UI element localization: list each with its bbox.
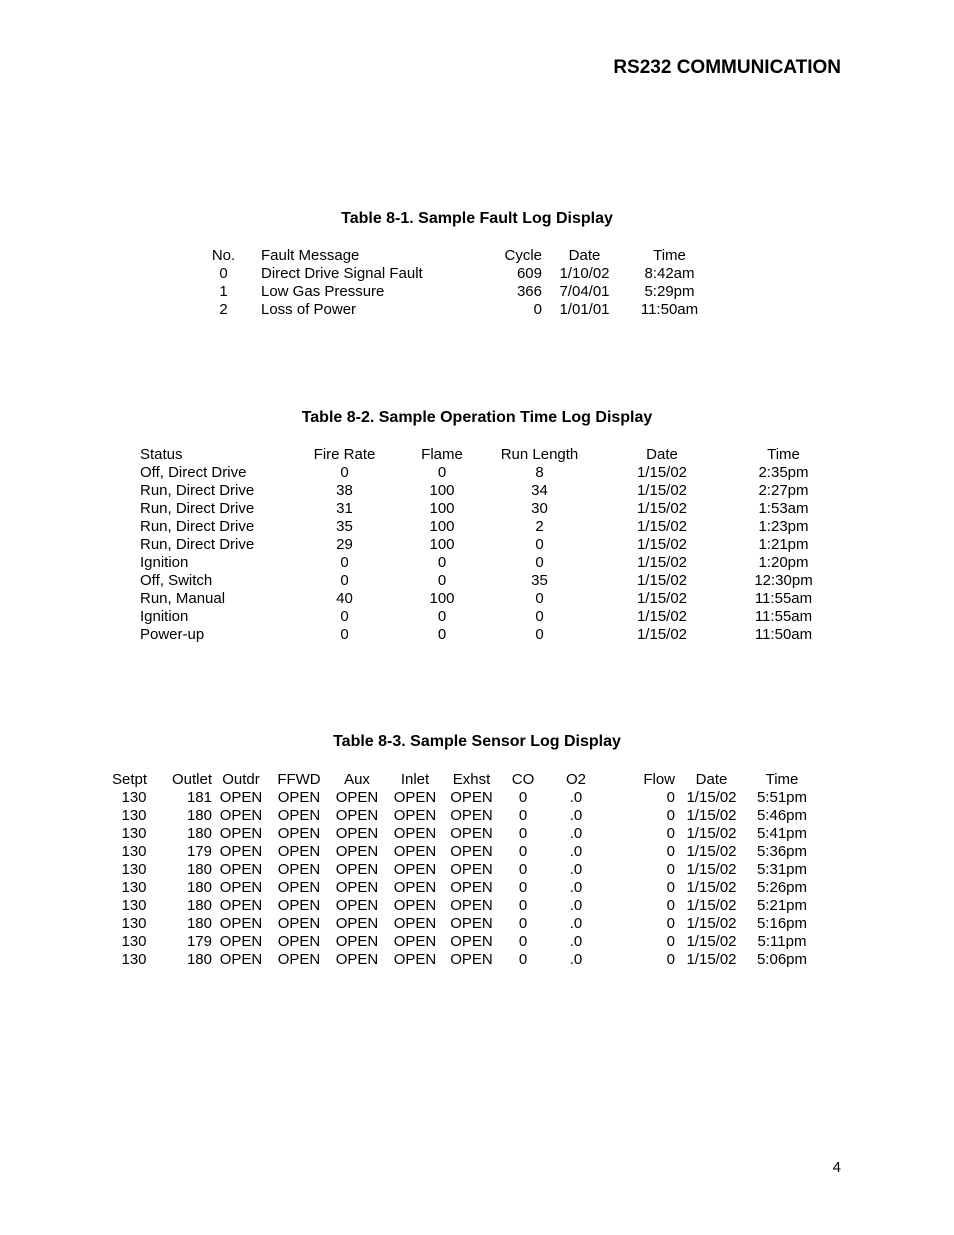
table-cell: 1:21pm xyxy=(758,536,809,553)
table-cell: OPEN xyxy=(393,861,437,878)
table-cell: OPEN xyxy=(335,897,379,914)
table-cell: OPEN xyxy=(393,897,437,914)
table-cell: 5:26pm xyxy=(756,879,808,896)
table-cell: 179 xyxy=(186,843,212,860)
column-header-outdr: Outdr xyxy=(222,771,260,788)
table-cell: OPEN xyxy=(335,789,379,806)
table-cell: 100 xyxy=(429,590,455,607)
table-cell: 0 xyxy=(518,861,528,878)
table-cell: Off, Direct Drive xyxy=(140,464,247,481)
column-header-aux: Aux xyxy=(344,771,370,788)
table-cell: 35 xyxy=(336,518,353,535)
table-cell: 1/15/02 xyxy=(686,789,737,806)
table-cell: 0 xyxy=(340,608,349,625)
table-cell: OPEN xyxy=(335,879,379,896)
table-cell: OPEN xyxy=(277,861,321,878)
table-row xyxy=(205,301,712,319)
table-cell: OPEN xyxy=(393,807,437,824)
table-row xyxy=(112,951,816,969)
table-cell: 0 xyxy=(340,554,349,571)
table-cell: 0 xyxy=(340,572,349,589)
table-cell: Power-up xyxy=(140,626,205,643)
table-row xyxy=(205,265,712,283)
page-number: 4 xyxy=(832,1159,841,1176)
sensor-log-table xyxy=(112,771,816,969)
table-header-row xyxy=(112,771,816,789)
table-cell: 181 xyxy=(186,789,212,806)
column-header-outlet: Outlet xyxy=(171,771,212,788)
table-cell: 0 xyxy=(666,915,675,932)
column-header-time: Time xyxy=(767,446,800,463)
table-cell: 5:06pm xyxy=(756,951,808,968)
table-row xyxy=(140,500,835,518)
table-cell: OPEN xyxy=(219,915,263,932)
table-cell: OPEN xyxy=(335,843,379,860)
table-cell: OPEN xyxy=(219,879,263,896)
table-cell: 1/15/02 xyxy=(636,554,688,571)
table-cell: 31 xyxy=(336,500,353,517)
table-cell: 7/04/01 xyxy=(559,283,610,300)
table-row xyxy=(112,825,816,843)
table-cell: 366 xyxy=(516,283,542,300)
table-cell: 5:11pm xyxy=(757,933,807,950)
column-header-o2: O2 xyxy=(565,771,586,788)
table-cell: 180 xyxy=(186,879,212,896)
table-cell: 1/15/02 xyxy=(686,951,737,968)
table-cell: 12:30pm xyxy=(754,572,813,589)
table-cell: OPEN xyxy=(450,897,493,914)
column-header-cycle: Cycle xyxy=(504,247,542,264)
table-cell: 0 xyxy=(666,879,675,896)
table-cell: OPEN xyxy=(393,789,437,806)
table-cell: 1/15/02 xyxy=(636,464,688,481)
table-cell: .0 xyxy=(569,789,583,806)
column-header-flame: Flame xyxy=(421,446,463,463)
table-cell: Run, Direct Drive xyxy=(140,536,255,553)
table-cell: 0 xyxy=(518,951,528,968)
table-cell: Ignition xyxy=(140,554,189,571)
table-cell: OPEN xyxy=(450,861,493,878)
table-cell: 1/15/02 xyxy=(686,879,737,896)
table-cell: 8:42am xyxy=(644,265,695,282)
table-cell: 0 xyxy=(535,608,544,625)
table-cell: 0 xyxy=(219,265,228,282)
table-cell: 1/15/02 xyxy=(686,915,737,932)
table-cell: 0 xyxy=(666,897,675,914)
table-cell: 130 xyxy=(121,807,147,824)
table-cell: Low Gas Pressure xyxy=(261,283,385,300)
table-cell: 0 xyxy=(533,301,542,318)
table-row xyxy=(112,879,816,897)
table-cell: 1/10/02 xyxy=(559,265,610,282)
table-header-row xyxy=(205,247,712,265)
table-cell: OPEN xyxy=(393,915,437,932)
table-header-row xyxy=(140,446,835,464)
table-cell: 1/15/02 xyxy=(686,861,737,878)
table-cell: 0 xyxy=(535,626,544,643)
table-cell: 1:20pm xyxy=(758,554,809,571)
table-cell: OPEN xyxy=(393,933,437,950)
table-cell: 1/15/02 xyxy=(686,897,737,914)
table-cell: OPEN xyxy=(335,861,379,878)
table-cell: Off, Switch xyxy=(140,572,213,589)
table-cell: 35 xyxy=(531,572,548,589)
table-cell: .0 xyxy=(569,861,583,878)
table-cell: Run, Direct Drive xyxy=(140,500,255,517)
column-header-date: Date xyxy=(568,247,601,264)
table-cell: OPEN xyxy=(393,825,437,842)
table-cell: 130 xyxy=(121,951,147,968)
column-header-status: Status xyxy=(140,446,183,463)
table-cell: 1/15/02 xyxy=(636,482,688,499)
table-cell: 0 xyxy=(518,825,528,842)
table-cell: .0 xyxy=(569,825,583,842)
table-cell: 1:23pm xyxy=(758,518,809,535)
table-cell: 1/01/01 xyxy=(559,301,610,318)
table-cell: 180 xyxy=(186,807,212,824)
table-cell: 0 xyxy=(666,825,675,842)
table3-caption: Table 8-3. Sample Sensor Log Display xyxy=(333,733,621,750)
table-cell: 1:53am xyxy=(758,500,809,517)
table-cell: 2:35pm xyxy=(758,464,809,481)
table-cell: 0 xyxy=(437,572,447,589)
table-cell: OPEN xyxy=(277,825,321,842)
table-row xyxy=(140,464,835,482)
table-cell: 130 xyxy=(121,915,147,932)
table-cell: 2:27pm xyxy=(758,482,809,499)
table-cell: 130 xyxy=(121,897,147,914)
table-cell: 1/15/02 xyxy=(636,572,688,589)
table-cell: 2 xyxy=(219,301,228,318)
table-cell: OPEN xyxy=(219,825,263,842)
column-header-ffwd: FFWD xyxy=(277,771,321,788)
table-row xyxy=(112,897,816,915)
table-cell: OPEN xyxy=(393,843,437,860)
table-cell: 1/15/02 xyxy=(636,626,688,643)
table-cell: OPEN xyxy=(450,843,493,860)
table-cell: 5:16pm xyxy=(756,915,808,932)
table-row xyxy=(140,590,835,608)
table-cell: 130 xyxy=(121,861,147,878)
table-cell: OPEN xyxy=(277,933,321,950)
table-cell: Direct Drive Signal Fault xyxy=(261,265,423,282)
table-cell: 130 xyxy=(121,789,147,806)
page-header-title: RS232 COMMUNICATION xyxy=(613,57,841,78)
table-cell: 100 xyxy=(429,500,455,517)
table-cell: 5:46pm xyxy=(756,807,808,824)
table-cell: 5:36pm xyxy=(756,843,808,860)
table-row xyxy=(140,608,835,626)
table-cell: 5:29pm xyxy=(644,283,695,300)
table-cell: 38 xyxy=(336,482,353,499)
table-row xyxy=(112,807,816,825)
table-cell: OPEN xyxy=(393,951,437,968)
column-header-time: Time xyxy=(765,771,799,788)
table-row xyxy=(112,843,816,861)
table-cell: .0 xyxy=(569,807,583,824)
column-header-time: Time xyxy=(653,247,686,264)
table-cell: 0 xyxy=(666,951,675,968)
table-cell: OPEN xyxy=(277,951,321,968)
table-cell: 5:41pm xyxy=(756,825,808,842)
table-cell: OPEN xyxy=(450,879,493,896)
column-header-date: Date xyxy=(646,446,678,463)
table-cell: 0 xyxy=(518,897,528,914)
table-cell: Run, Direct Drive xyxy=(140,518,255,535)
table-cell: 1 xyxy=(219,283,228,300)
table-cell: OPEN xyxy=(277,879,321,896)
table-cell: 30 xyxy=(531,500,548,517)
table-cell: 0 xyxy=(340,626,349,643)
table-cell: 11:50am xyxy=(754,626,813,643)
table-cell: Loss of Power xyxy=(261,301,357,318)
table-cell: 130 xyxy=(121,843,147,860)
table-cell: 1/15/02 xyxy=(636,500,688,517)
table-cell: 130 xyxy=(121,933,147,950)
column-header-date: Date xyxy=(695,771,728,788)
table-cell: OPEN xyxy=(450,825,493,842)
table-row xyxy=(112,915,816,933)
table-cell: 100 xyxy=(429,536,455,553)
table-cell: 0 xyxy=(518,789,528,806)
column-header-run-length: Run Length xyxy=(500,446,579,463)
table-cell: 1/15/02 xyxy=(636,518,688,535)
column-header-fault-message: Fault Message xyxy=(261,247,360,264)
table-row xyxy=(112,789,816,807)
table-row xyxy=(140,554,835,572)
table-cell: 5:51pm xyxy=(756,789,808,806)
table-cell: 1/15/02 xyxy=(686,825,737,842)
table-cell: 2 xyxy=(535,518,544,535)
table-row xyxy=(140,572,835,590)
table-cell: 11:55am xyxy=(754,590,813,607)
column-header-exhst: Exhst xyxy=(452,771,491,788)
table-cell: OPEN xyxy=(277,897,321,914)
table-cell: 11:50am xyxy=(640,301,699,318)
table-cell: OPEN xyxy=(335,825,379,842)
table-cell: OPEN xyxy=(393,879,437,896)
column-header-fire-rate: Fire Rate xyxy=(313,446,376,463)
table-cell: 0 xyxy=(518,807,528,824)
table-cell: 0 xyxy=(666,861,675,878)
column-header-no: No. xyxy=(211,247,236,264)
table-cell: 0 xyxy=(666,807,675,824)
table-cell: OPEN xyxy=(335,933,379,950)
table1-caption: Table 8-1. Sample Fault Log Display xyxy=(341,210,613,227)
table-cell: 1/15/02 xyxy=(686,933,737,950)
table-cell: 0 xyxy=(666,933,675,950)
table-row xyxy=(140,626,835,644)
table-cell: 1/15/02 xyxy=(636,590,688,607)
table-cell: 0 xyxy=(666,789,675,806)
table-cell: 0 xyxy=(437,464,447,481)
table-cell: OPEN xyxy=(277,789,321,806)
table-cell: OPEN xyxy=(450,807,493,824)
table-cell: OPEN xyxy=(450,933,493,950)
table-cell: 40 xyxy=(336,590,353,607)
table-cell: OPEN xyxy=(219,897,263,914)
table-cell: OPEN xyxy=(219,789,263,806)
operation-time-log-table xyxy=(140,446,835,644)
table-cell: 1/15/02 xyxy=(686,843,737,860)
table-cell: 8 xyxy=(535,464,544,481)
table-cell: OPEN xyxy=(450,951,493,968)
table-cell: 11:55am xyxy=(754,608,813,625)
fault-log-table xyxy=(205,247,712,319)
table-cell: 180 xyxy=(186,825,212,842)
table-cell: 34 xyxy=(531,482,548,499)
table-cell: 180 xyxy=(186,861,212,878)
table-cell: 130 xyxy=(121,825,147,842)
table-cell: Run, Direct Drive xyxy=(140,482,255,499)
table-cell: .0 xyxy=(569,879,583,896)
table-cell: OPEN xyxy=(335,951,379,968)
table-cell: 0 xyxy=(535,554,544,571)
table-cell: 0 xyxy=(437,626,447,643)
table-cell: 0 xyxy=(437,608,447,625)
table-cell: OPEN xyxy=(277,807,321,824)
table-row xyxy=(140,518,835,536)
table-cell: 1/15/02 xyxy=(686,807,737,824)
table-cell: 130 xyxy=(121,879,147,896)
table-cell: 100 xyxy=(429,482,455,499)
table-cell: 0 xyxy=(535,536,544,553)
table-cell: 609 xyxy=(516,265,542,282)
table-cell: 180 xyxy=(186,915,212,932)
column-header-setpt: Setpt xyxy=(112,771,148,788)
table-cell: .0 xyxy=(569,897,583,914)
table-cell: 5:21pm xyxy=(756,897,808,914)
table-row xyxy=(140,536,835,554)
table-cell: 0 xyxy=(437,554,447,571)
table-cell: 0 xyxy=(535,590,544,607)
table-row xyxy=(140,482,835,500)
table-cell: 180 xyxy=(186,897,212,914)
table-cell: 1/15/02 xyxy=(636,608,688,625)
table-cell: OPEN xyxy=(219,843,263,860)
table-cell: OPEN xyxy=(219,933,263,950)
table-cell: OPEN xyxy=(335,915,379,932)
table-cell: OPEN xyxy=(277,843,321,860)
table-cell: 179 xyxy=(186,933,212,950)
table-cell: 5:31pm xyxy=(756,861,808,878)
table-cell: 180 xyxy=(186,951,212,968)
table-cell: OPEN xyxy=(450,915,493,932)
table-cell: OPEN xyxy=(219,807,263,824)
table-row xyxy=(112,933,816,951)
table-cell: 0 xyxy=(340,464,349,481)
table-cell: OPEN xyxy=(219,861,263,878)
table-cell: 0 xyxy=(518,879,528,896)
table-cell: 0 xyxy=(518,843,528,860)
table-row xyxy=(112,861,816,879)
table-cell: .0 xyxy=(569,951,583,968)
table-cell: .0 xyxy=(569,933,583,950)
table-cell: 29 xyxy=(336,536,353,553)
table-cell: OPEN xyxy=(335,807,379,824)
table-cell: 0 xyxy=(518,915,528,932)
column-header-co: CO xyxy=(511,771,535,788)
table-cell: Run, Manual xyxy=(140,590,226,607)
table-row xyxy=(205,283,712,301)
table-cell: Ignition xyxy=(140,608,189,625)
table-cell: OPEN xyxy=(277,915,321,932)
table-cell: 0 xyxy=(666,843,675,860)
table-cell: 1/15/02 xyxy=(636,536,688,553)
column-header-flow: Flow xyxy=(643,771,675,788)
column-header-inlet: Inlet xyxy=(400,771,430,788)
table-cell: OPEN xyxy=(219,951,263,968)
table2-caption: Table 8-2. Sample Operation Time Log Display xyxy=(301,409,653,426)
table-cell: .0 xyxy=(569,843,583,860)
table-cell: 0 xyxy=(518,933,528,950)
table-cell: OPEN xyxy=(450,789,493,806)
table-cell: 100 xyxy=(429,518,455,535)
table-cell: .0 xyxy=(569,915,583,932)
